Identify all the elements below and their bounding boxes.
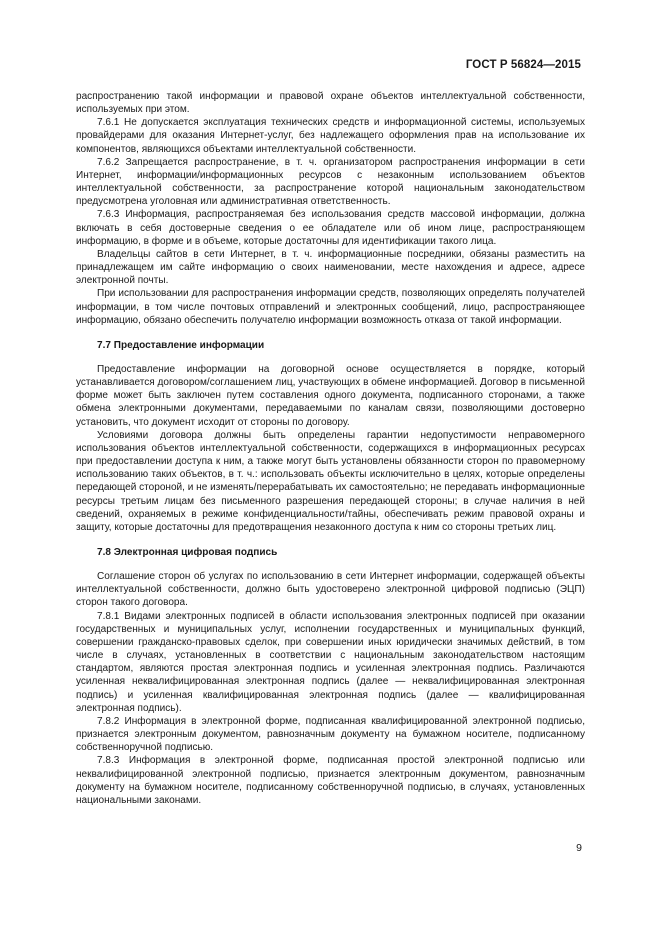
paragraph-continuation: распространению такой информации и правовой охране объектов интеллектуальной собственности, используемых при этом. bbox=[76, 91, 585, 116]
document-body bbox=[76, 90, 585, 807]
page-number: 9 bbox=[576, 842, 582, 854]
paragraph-7-6-3: 7.6.3 Информация, распространяемая без использования средств массовой информации, должна включать в себя достоверные сведения о ее обладателе или об ином лице, распространяющем информацию, в форме и в объеме, которые достаточны для идентификации такого лица. bbox=[76, 209, 585, 247]
paragraph-recipients: При использовании для распространения информации средств, позволяющих определять получателей информации, в том числе почтовых отправлений и электронных сообщений, лицо, распространяющее информацию, обязано обеспечить получателю информации возможность отказа от такой информации. bbox=[76, 288, 585, 326]
section-heading-7-8: 7.8 Электронная цифровая подпись bbox=[97, 547, 278, 558]
section-heading-7-7: 7.7 Предоставление информации bbox=[97, 339, 265, 351]
paragraph-7-6-1: 7.6.1 Не допускается эксплуатация технических средств и информационной системы, используемых провайдерами для оказания Интернет-услуг, без надлежащего оформления прав на использование их компонентов, являющихся объектами интеллектуальной собственности. bbox=[76, 117, 585, 155]
paragraph-7-8-1: 7.8.1 Видами электронных подписей в области использования электронных подписей при оказании государственных и муниципальных услуг, исполнении государственных и муниципальных функций, совершении гражданско-правовых сделок, при совершении иных юридически значимых действий, в том числе в случаях, установленных в соответствии с национальным законодательством настоящим стандартом, являются простая электронная подпись и усиленная электронная подпись. Различаются усиленная неквалифицированная электронная подпись (далее — неквалифицированная электронная подпись) и усиленная квалифицированная электронная подпись (далее — квалифицированная электронная подпись). bbox=[76, 610, 585, 714]
paragraph-site-owners: Владельцы сайтов в сети Интернет, в т. ч. информационные посредники, обязаны разместить на принадлежащем им сайте информацию о своих наименовании, месте нахождения и адресе, адресе электронной почты. bbox=[76, 248, 585, 287]
paragraph-7-8-agreement: Соглашение сторон об услугах по использованию в сети Интернет информации, содержащей объекты интеллектуальной собственности, должно быть удостоверено электронной цифровой подписью (ЭЦП) сторон такого договора. bbox=[76, 571, 585, 609]
paragraph-7-6-2: 7.6.2 Запрещается распространение, в т. ч. организатором распространения информации в сети Интернет, информации/информационных ресурсов с незаконным использованием объектов интеллектуальной собственности, за распространение которой национальным законодательством предусмотрена уголовная или административная ответственность. bbox=[76, 156, 585, 208]
paragraph-7-8-3: 7.8.3 Информация в электронной форме, подписанная простой электронной подписью или неквалифицированной электронной подписью, признается электронным документом, равнозначным документу на бумажном носителе, подписанному собственноручной подписью, в случаях, установленных национальными законами. bbox=[76, 755, 585, 806]
paragraph-7-7-conditions: Условиями договора должны быть определены гарантии недопустимости неправомерного использования объектов интеллектуальной собственности, содержащихся в информационных ресурсах при предоставлении доступа к ним, а также могут быть установлены обязанности сторон по правомерному использованию таких объектов, в т. ч.: использовать объекты исключительно в целях, которые определены передающей стороной, и не изменять/перерабатывать их самостоятельно; не передавать информационные ресурсы третьим лицам без письменного разрешения передающей стороны; в случае наличия в ней сведений, охраняемых в режиме конфиденциальности/тайны, обеспечивать режим правовой охраны и защиту, которые достаточны для предотвращения незаконного доступа к ним со стороны третьих лиц. bbox=[76, 429, 585, 533]
paragraph-7-7-contract: Предоставление информации на договорной основе осуществляется в порядке, который устанавливается договором/соглашением лиц, участвующих в обмене информацией. Договор в письменной форме может быть заключен путем составления одного документа, подписанного сторонами, а также обмена электронными документами, передаваемыми по каналам связи, позволяющими достоверно установить, что документ исходит от стороны по договору. bbox=[76, 363, 585, 428]
standard-header: ГОСТ Р 56824—2015 bbox=[465, 59, 581, 71]
paragraph-7-8-2: 7.8.2 Информация в электронной форме, подписанная квалифицированной электронной подписью, признается электронным документом, равнозначным документу на бумажном носителе, подписанному собственноручной подписью. bbox=[76, 715, 585, 754]
